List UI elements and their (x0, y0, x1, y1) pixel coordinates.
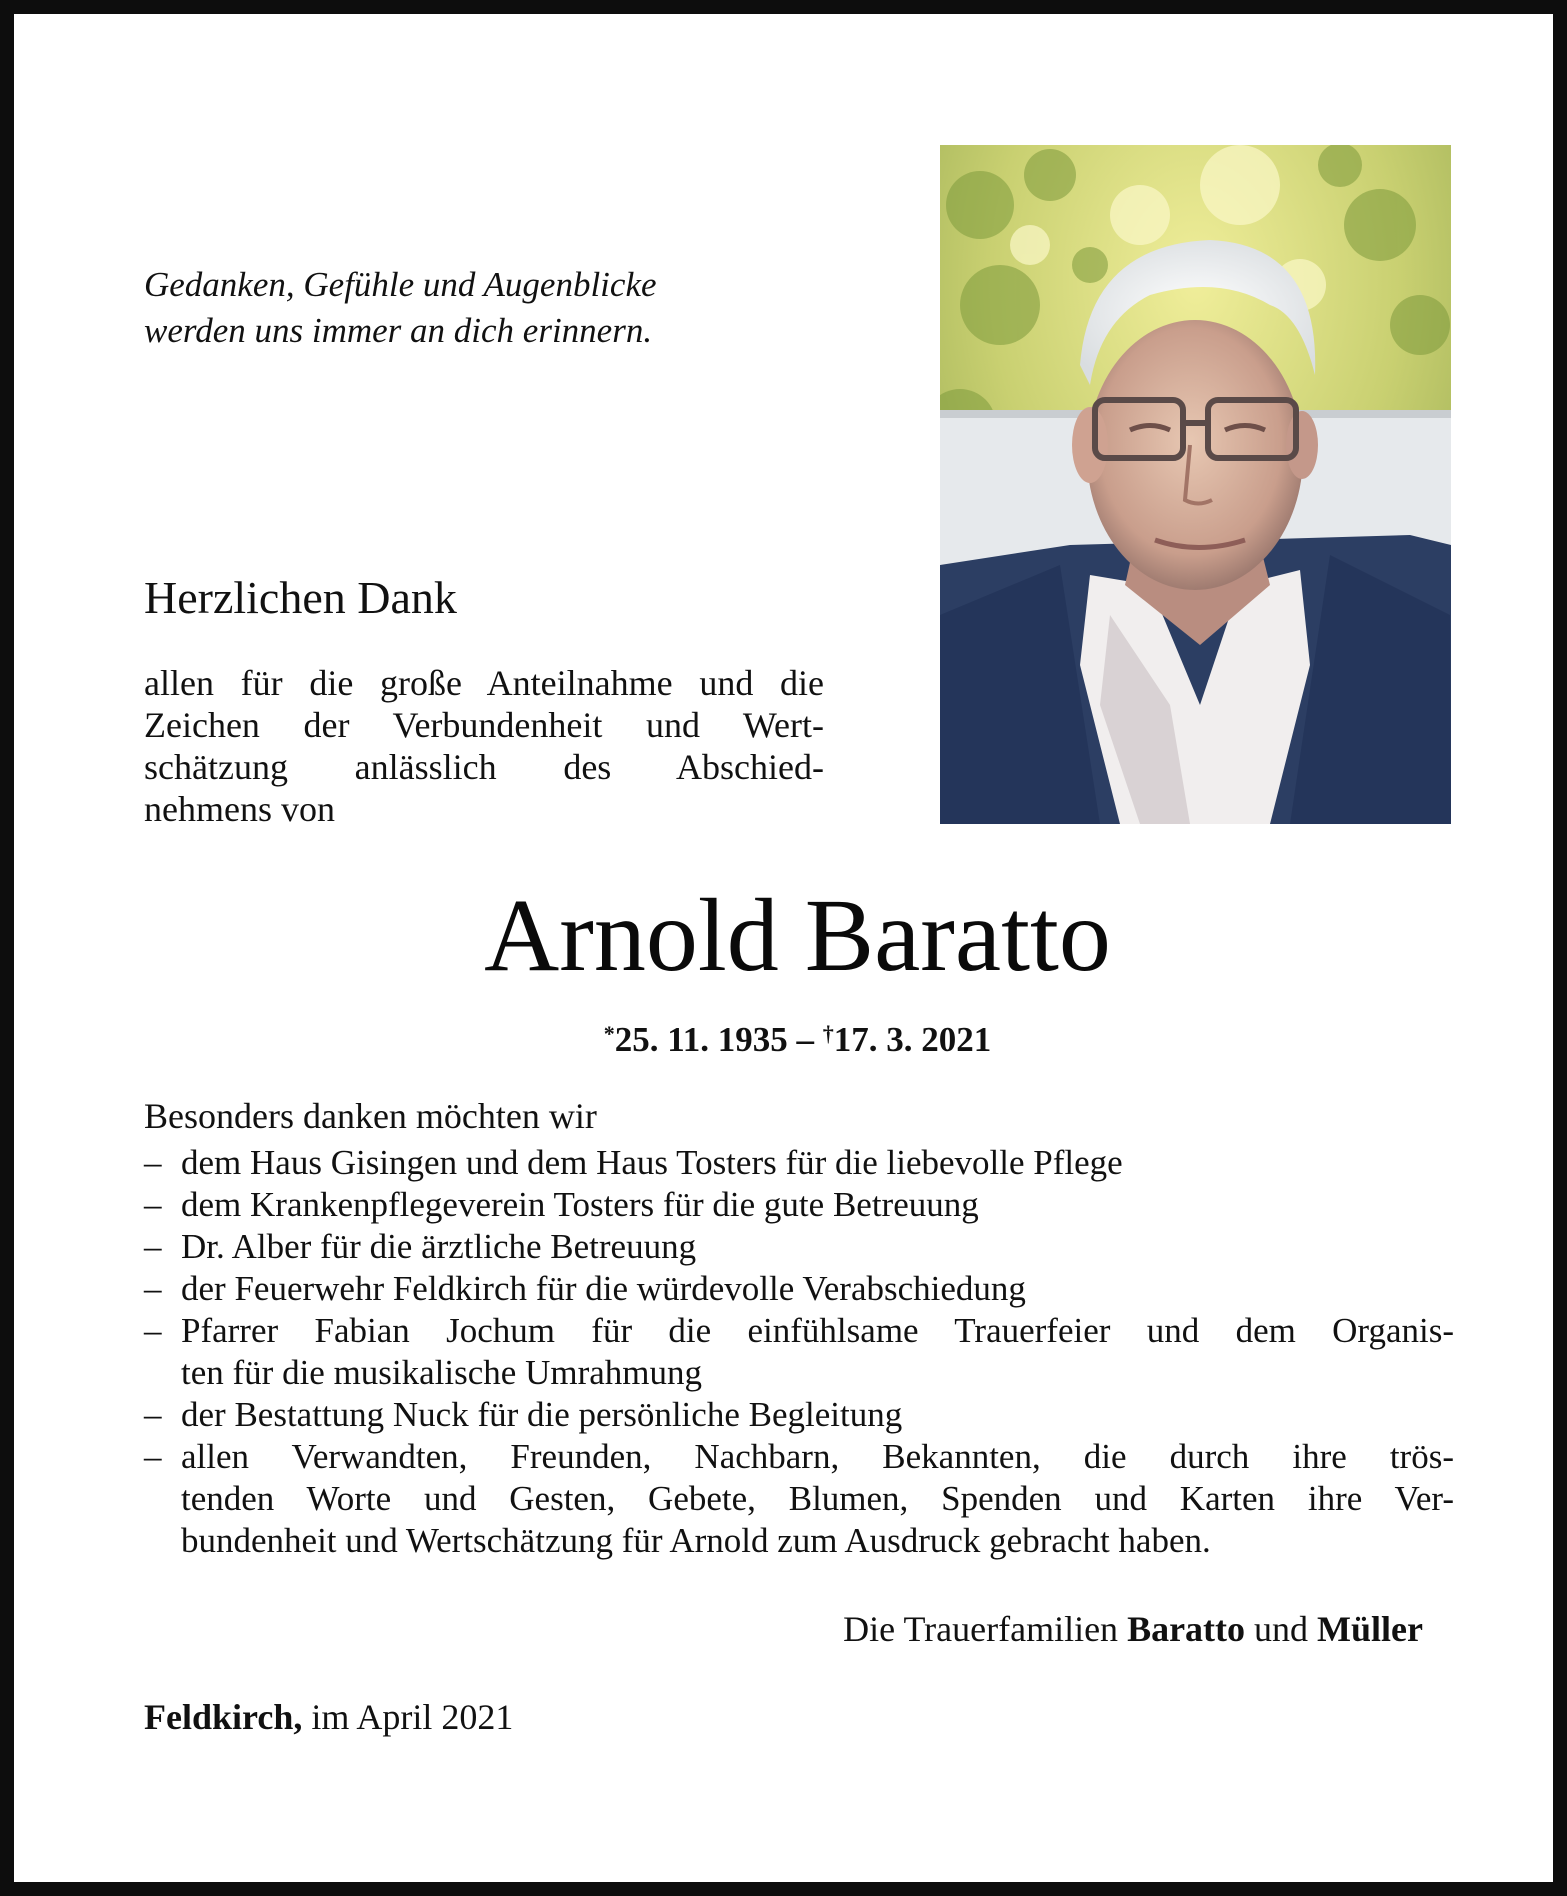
list-item-line: bundenheit und Wertschätzung für Arnold zum Ausdruck gebracht haben. (181, 1521, 1211, 1560)
place: Feldkirch, (144, 1697, 303, 1737)
death-date: 17. 3. 2021 (833, 1020, 992, 1059)
special-thanks-heading: Besonders danken möchten wir (144, 1096, 597, 1136)
quote-line: werden uns immer an dich erinnern. (144, 311, 653, 350)
dash-bullet: – (144, 1311, 162, 1350)
list-item-line: Dr. Alber für die ärztliche Betreuung (181, 1227, 697, 1266)
list-item (144, 1142, 1454, 1184)
list-item (144, 1226, 1454, 1268)
date-separator: – (787, 1020, 823, 1059)
list-item (144, 1184, 1454, 1226)
intro-line: allen für die große Anteilnahme und die (144, 663, 824, 703)
portrait-photo-icon (940, 145, 1451, 824)
intro-line: Zeichen der Verbundenheit und Wert- (144, 705, 824, 745)
signature (843, 1606, 1423, 1652)
list-item-line: ten für die musikalische Umrahmung (181, 1353, 702, 1392)
list-item-line: der Feuerwehr Feldkirch für die würdevolle Verabschiedung (181, 1269, 1026, 1308)
list-item-line: Pfarrer Fabian Jochum für die einfühlsame Trauerfeier und dem Organis- (181, 1311, 1454, 1350)
list-item-line: dem Krankenpflegeverein Tosters für die gute Betreuung (181, 1185, 979, 1224)
birth-symbol: * (603, 1021, 615, 1046)
signature-conjunction: und (1245, 1609, 1318, 1649)
deceased-name: Arnold Baratto (484, 878, 1111, 993)
family-name-baratto: Baratto (1127, 1609, 1246, 1649)
dash-bullet: – (144, 1185, 162, 1224)
family-name-mueller: Müller (1317, 1609, 1423, 1649)
memorial-quote (144, 262, 784, 354)
dash-bullet: – (144, 1143, 162, 1182)
place-date (144, 1694, 513, 1740)
death-symbol: † (822, 1021, 834, 1046)
portrait-photo (940, 145, 1451, 824)
list-item-line: dem Haus Gisingen und dem Haus Tosters für die liebevolle Pflege (181, 1143, 1123, 1182)
list-item (144, 1310, 1454, 1394)
dash-bullet: – (144, 1227, 162, 1266)
thanks-heading: Herzlichen Dank (144, 572, 457, 623)
list-item-line: tenden Worte und Gesten, Gebete, Blumen, Spenden und Karten ihre Ver- (181, 1479, 1454, 1518)
date: im April 2021 (302, 1697, 514, 1737)
intro-line: nehmens von (144, 789, 335, 829)
list-item (144, 1268, 1454, 1310)
birth-date: 25. 11. 1935 (614, 1020, 788, 1059)
dash-bullet: – (144, 1269, 162, 1308)
signature-prefix: Die Trauerfamilien (843, 1609, 1128, 1649)
dash-bullet: – (144, 1395, 162, 1434)
quote-line: Gedanken, Gefühle und Augenblicke (144, 265, 657, 304)
dash-bullet: – (144, 1437, 162, 1476)
intro-text (144, 662, 824, 830)
list-item (144, 1436, 1454, 1562)
list-item-line: allen Verwandten, Freunden, Nachbarn, Bekannten, die durch ihre trös- (181, 1437, 1454, 1476)
intro-line: schätzung anlässlich des Abschied- (144, 747, 824, 787)
list-item-line: der Bestattung Nuck für die persönliche Begleitung (181, 1395, 903, 1434)
special-thanks-list (144, 1142, 1454, 1562)
list-item (144, 1394, 1454, 1436)
life-dates (14, 1012, 1567, 1062)
